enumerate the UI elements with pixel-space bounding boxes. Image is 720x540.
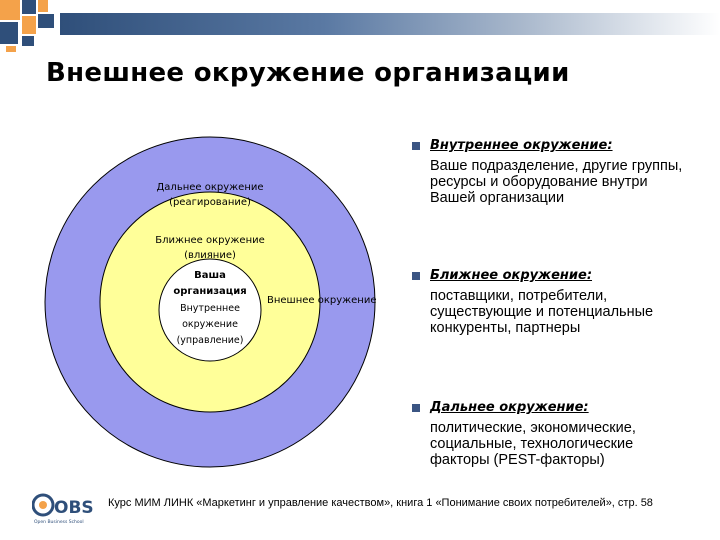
- page-title: Внешнее окружение организации: [46, 58, 570, 88]
- bullet-heading: Дальнее окружение:: [430, 400, 589, 415]
- bullet-square-icon: [412, 404, 420, 412]
- bullet-text: поставщики, потребители, существующие и потенциальные конкуренты, партнеры: [430, 288, 654, 336]
- logo-subtext: Open Business School: [34, 520, 84, 525]
- inner-label-line2: организация: [173, 286, 247, 297]
- obs-logo: [32, 492, 102, 526]
- bullet-square-icon: [412, 272, 420, 280]
- middle-ring-label-line1: Ближнее окружение: [155, 235, 265, 246]
- bullet-far: [412, 400, 712, 468]
- inner-label-line5: (управление): [176, 335, 244, 346]
- inner-label-line3: Внутреннее: [180, 303, 240, 314]
- middle-ring-label-line2: (влияние): [184, 250, 236, 261]
- inner-label-line1: Ваша: [194, 270, 226, 281]
- footer-citation: Курс МИМ ЛИНК «Маркетинг и управление качеством», книга 1 «Понимание своих потребителей», стр. 58: [108, 497, 653, 509]
- bullet-heading: Ближнее окружение:: [430, 268, 593, 283]
- inner-label-line4: окружение: [182, 319, 238, 330]
- logo-text: OBS: [54, 498, 94, 518]
- outer-ring-label-line1: Дальнее окружение: [156, 182, 264, 193]
- bullet-heading: Внутреннее окружение:: [430, 138, 613, 153]
- bullet-internal: [412, 138, 712, 206]
- external-environment-label: Внешнее окружение: [267, 295, 377, 306]
- bullet-near: [412, 268, 712, 336]
- bullet-square-icon: [412, 142, 420, 150]
- outer-ring-label-line2: (реагирование): [169, 197, 251, 208]
- bullet-text: Ваше подразделение, другие группы, ресурсы и оборудование внутри Вашей организации: [430, 158, 683, 206]
- bullet-text: политические, экономические, социальные, технологические факторы (PEST-факторы): [430, 420, 636, 468]
